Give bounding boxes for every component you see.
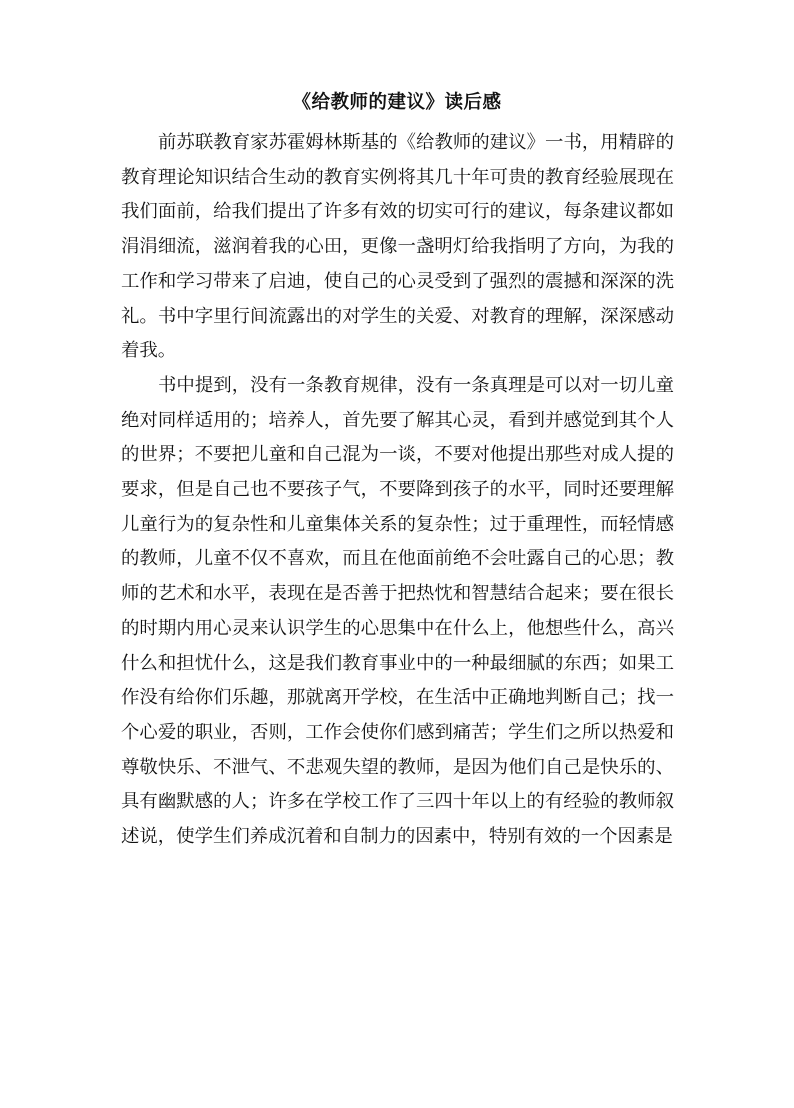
- paragraph-2: 书中提到，没有一条教育规律，没有一条真理是可以对一切儿童绝对同样适用的；培养人，首先要了解其心灵，看到并感觉到其个人的世界；不要把儿童和自己混为一谈，不要对他提出那些对成人提的要求，但是自己也不要孩子气，不要降到孩子的水平，同时还要理解儿童行为的复杂性和儿童集体关系的复杂性；过于重理性，而轻情感的教师，儿童不仅不喜欢，而且在他面前绝不会吐露自己的心思；教师的艺术和水平，表现在是否善于把热忱和智慧结合起来；要在很长的时期内用心灵来认识学生的心思集中在什么上，他想些什么，高兴什么和担忧什么，这是我们教育事业中的一种最细腻的东西；如果工作没有给你们乐趣，那就离开学校，在生活中正确地判断自己；找一个心爱的职业，否则，工作会使你们感到痛苦；学生们之所以热爱和尊敬快乐、不泄气、不悲观失望的教师，是因为他们自己是快乐的、具有幽默感的人；许多在学校工作了三四十年以上的有经验的教师叙述说，使学生们养成沉着和自制力的因素中，特别有效的一个因素是: [121, 374, 674, 848]
- document-title: 《给教师的建议》读后感: [292, 92, 502, 113]
- paragraph-1: 前苏联教育家苏霍姆林斯基的《给教师的建议》一书，用精辟的教育理论知识结合生动的教育实例将其几十年可贵的教育经验展现在我们面前，给我们提出了许多有效的切实可行的建议，每条建议都如涓涓细流，滋润着我的心田，更像一盏明灯给我指明了方向，为我的工作和学习带来了启迪，使自己的心灵受到了强烈的震撼和深深的洗礼。书中字里行间流露出的对学生的关爱、对教育的理解，深深感动着我。: [121, 132, 674, 362]
- document-body: [121, 126, 674, 855]
